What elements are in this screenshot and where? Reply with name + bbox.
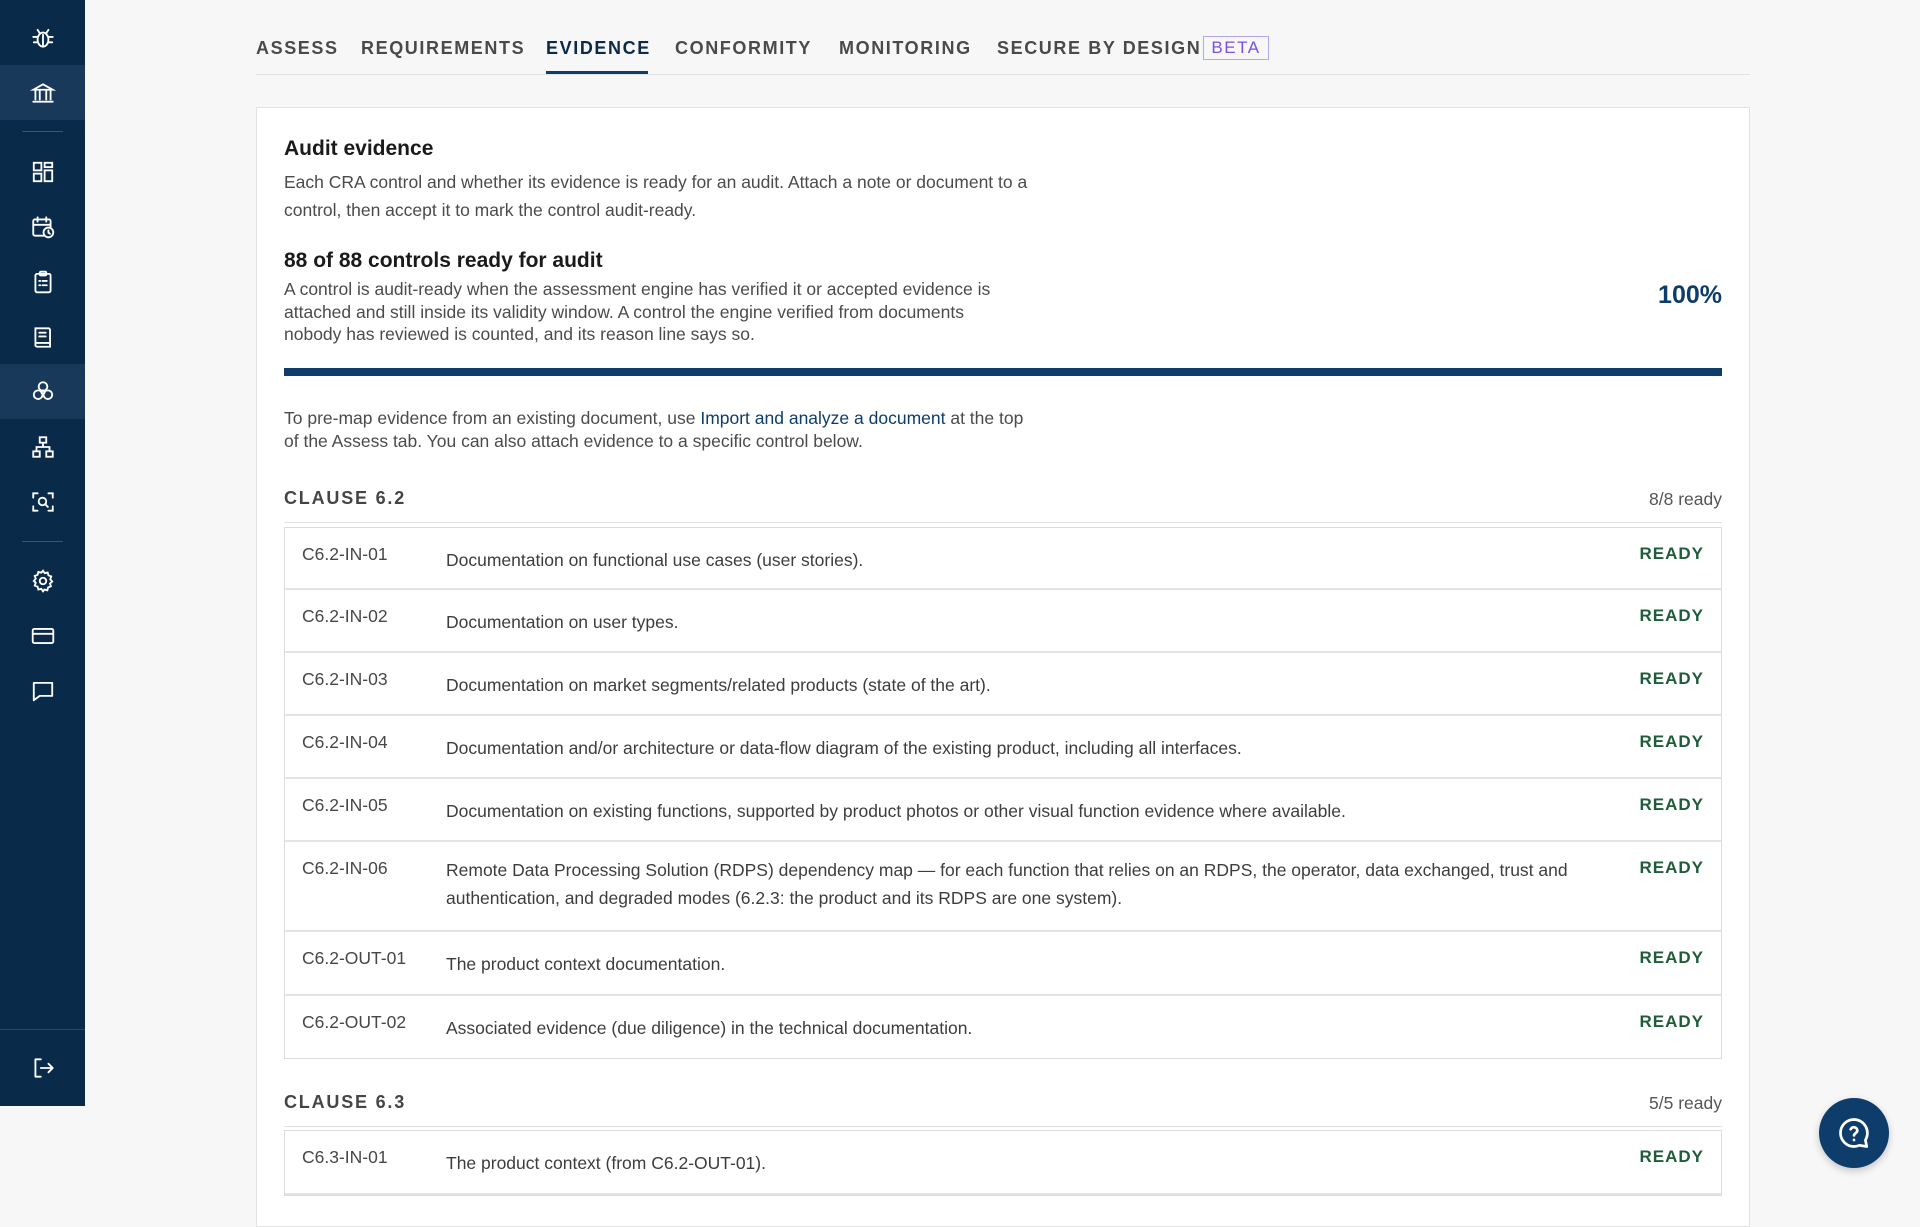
sidebar-item-billing[interactable] (0, 608, 85, 663)
sidebar-divider (22, 131, 63, 132)
control-row[interactable] (285, 528, 1721, 590)
sidebar (0, 0, 85, 1106)
description-line: Each CRA control and whether its evidence is ready for an audit. Attach a note or document to a (284, 172, 1028, 192)
beta-badge: BETA (1203, 36, 1269, 60)
control-row[interactable] (285, 842, 1721, 932)
hierarchy-icon (30, 434, 56, 460)
control-description: Documentation and/or architecture or data-flow diagram of the existing product, including all interfaces. (446, 738, 1242, 758)
credit-card-icon (30, 623, 56, 649)
tab-assess[interactable]: ASSESS (256, 38, 339, 58)
sidebar-item-messages[interactable] (0, 663, 85, 718)
control-status: READY (1639, 1012, 1704, 1031)
control-id: C6.2-OUT-02 (302, 1012, 407, 1032)
control-description: Documentation on market segments/related products (state of the art). (446, 675, 991, 695)
sidebar-bottom-divider (0, 1029, 85, 1030)
ready-percentage: 100% (1658, 281, 1722, 309)
control-id: C6.2-IN-06 (302, 858, 388, 878)
control-id: C6.2-OUT-01 (302, 948, 407, 968)
control-description: Documentation on existing functions, supported by product photos or other visual function evidence where available. (446, 801, 1346, 821)
control-status: READY (1639, 606, 1704, 625)
clause-header (284, 488, 1722, 523)
audit-evidence-panel (256, 107, 1750, 1227)
import-hint-text: of the Assess tab. You can also attach evidence to a specific control below. (284, 430, 863, 451)
tab-conformity[interactable]: CONFORMITY (675, 38, 812, 58)
audit-progress-fill (284, 368, 1722, 376)
control-status: READY (1639, 858, 1704, 877)
control-status: READY (1639, 795, 1704, 814)
active-tab-indicator (546, 71, 648, 74)
control-description: Documentation on functional use cases (user stories). (446, 550, 864, 570)
control-row[interactable] (285, 1131, 1721, 1195)
description-line: control, then accept it to mark the control audit-ready. (284, 200, 697, 220)
control-description: Documentation on user types. (446, 612, 679, 632)
clause-ready-count: 5/5 ready (1649, 1093, 1722, 1113)
summary-line: nobody has reviewed is counted, and its reason line says so. (284, 324, 755, 344)
dashboard-icon (30, 159, 56, 185)
tab-monitoring[interactable]: MONITORING (839, 38, 972, 58)
control-status: READY (1639, 732, 1704, 751)
scan-search-icon (30, 489, 56, 515)
control-id: C6.2-IN-02 (302, 606, 388, 626)
sidebar-item-docs[interactable] (0, 309, 85, 364)
tab-secure-by-design[interactable]: SECURE BY DESIGN (997, 38, 1202, 58)
control-row[interactable] (285, 590, 1721, 653)
control-description: The product context documentation. (446, 954, 726, 974)
bug-icon (30, 25, 56, 51)
help-icon (1836, 1115, 1872, 1151)
sidebar-item-vulnerabilities[interactable] (0, 10, 85, 65)
gear-icon (30, 568, 56, 594)
summary-line: A control is audit-ready when the assessment engine has verified it or accepted evidence is (284, 279, 991, 299)
control-id: C6.2-IN-03 (302, 669, 388, 689)
bank-icon (30, 80, 56, 106)
import-hint (284, 407, 1104, 452)
clause-controls-table (284, 1130, 1722, 1196)
control-id: C6.3-IN-01 (302, 1147, 388, 1167)
control-status: READY (1639, 1147, 1704, 1166)
sidebar-item-schedule[interactable] (0, 199, 85, 254)
sidebar-item-settings[interactable] (0, 553, 85, 608)
clause-name: CLAUSE 6.3 (284, 1092, 407, 1112)
control-id: C6.2-IN-01 (302, 544, 388, 564)
logout-icon (30, 1055, 56, 1081)
summary-title: 88 of 88 controls ready for audit (284, 249, 603, 272)
control-description: The product context (from C6.2-OUT-01). (446, 1153, 766, 1173)
control-id: C6.2-IN-05 (302, 795, 388, 815)
sidebar-divider (22, 541, 63, 542)
clause-controls-table (284, 527, 1722, 1059)
control-row[interactable] (285, 653, 1721, 716)
sidebar-item-dashboard[interactable] (0, 144, 85, 199)
tab-evidence[interactable]: EVIDENCE (546, 38, 651, 58)
chat-icon (30, 678, 56, 704)
clause-header (284, 1092, 1722, 1127)
control-id: C6.2-IN-04 (302, 732, 388, 752)
sidebar-item-logout[interactable] (0, 1040, 85, 1095)
sidebar-item-tasks[interactable] (0, 254, 85, 309)
control-status: READY (1639, 544, 1704, 563)
sidebar-item-components[interactable] (0, 364, 85, 419)
control-row[interactable] (285, 932, 1721, 996)
sidebar-item-hierarchy[interactable] (0, 419, 85, 474)
book-icon (30, 324, 56, 350)
clipboard-icon (30, 269, 56, 295)
control-status: READY (1639, 669, 1704, 688)
control-row[interactable] (285, 779, 1721, 842)
import-hint-text: To pre-map evidence from an existing document, use (284, 408, 701, 428)
clause-ready-count: 8/8 ready (1649, 489, 1722, 509)
summary-line: attached and still inside its validity window. A control the engine verified from documents (284, 301, 964, 322)
help-button[interactable] (1819, 1098, 1889, 1168)
panel-title: Audit evidence (284, 137, 434, 160)
audit-progress-bar (284, 368, 1722, 376)
components-icon (30, 379, 56, 405)
panel-description (284, 168, 1084, 224)
control-row[interactable] (285, 996, 1721, 1058)
control-row[interactable] (285, 716, 1721, 779)
calendar-clock-icon (30, 214, 56, 240)
import-document-link[interactable]: Import and analyze a document (700, 408, 946, 428)
summary-description (284, 278, 1084, 346)
tab-requirements[interactable]: REQUIREMENTS (361, 38, 526, 58)
import-hint-text: at the top (945, 408, 1024, 428)
tab-bar (256, 0, 1750, 75)
control-status: READY (1639, 948, 1704, 967)
control-description: Remote Data Processing Solution (RDPS) dependency map — for each function that relies on an RDPS, the operator, data exchanged, trust and authentication, and degraded modes (6.2.3: the product and its RDPS are one system). (446, 860, 1568, 908)
sidebar-item-scan[interactable] (0, 474, 85, 529)
sidebar-item-compliance[interactable] (0, 65, 85, 120)
clause-name: CLAUSE 6.2 (284, 488, 407, 508)
control-description: Associated evidence (due diligence) in the technical documentation. (446, 1018, 973, 1038)
